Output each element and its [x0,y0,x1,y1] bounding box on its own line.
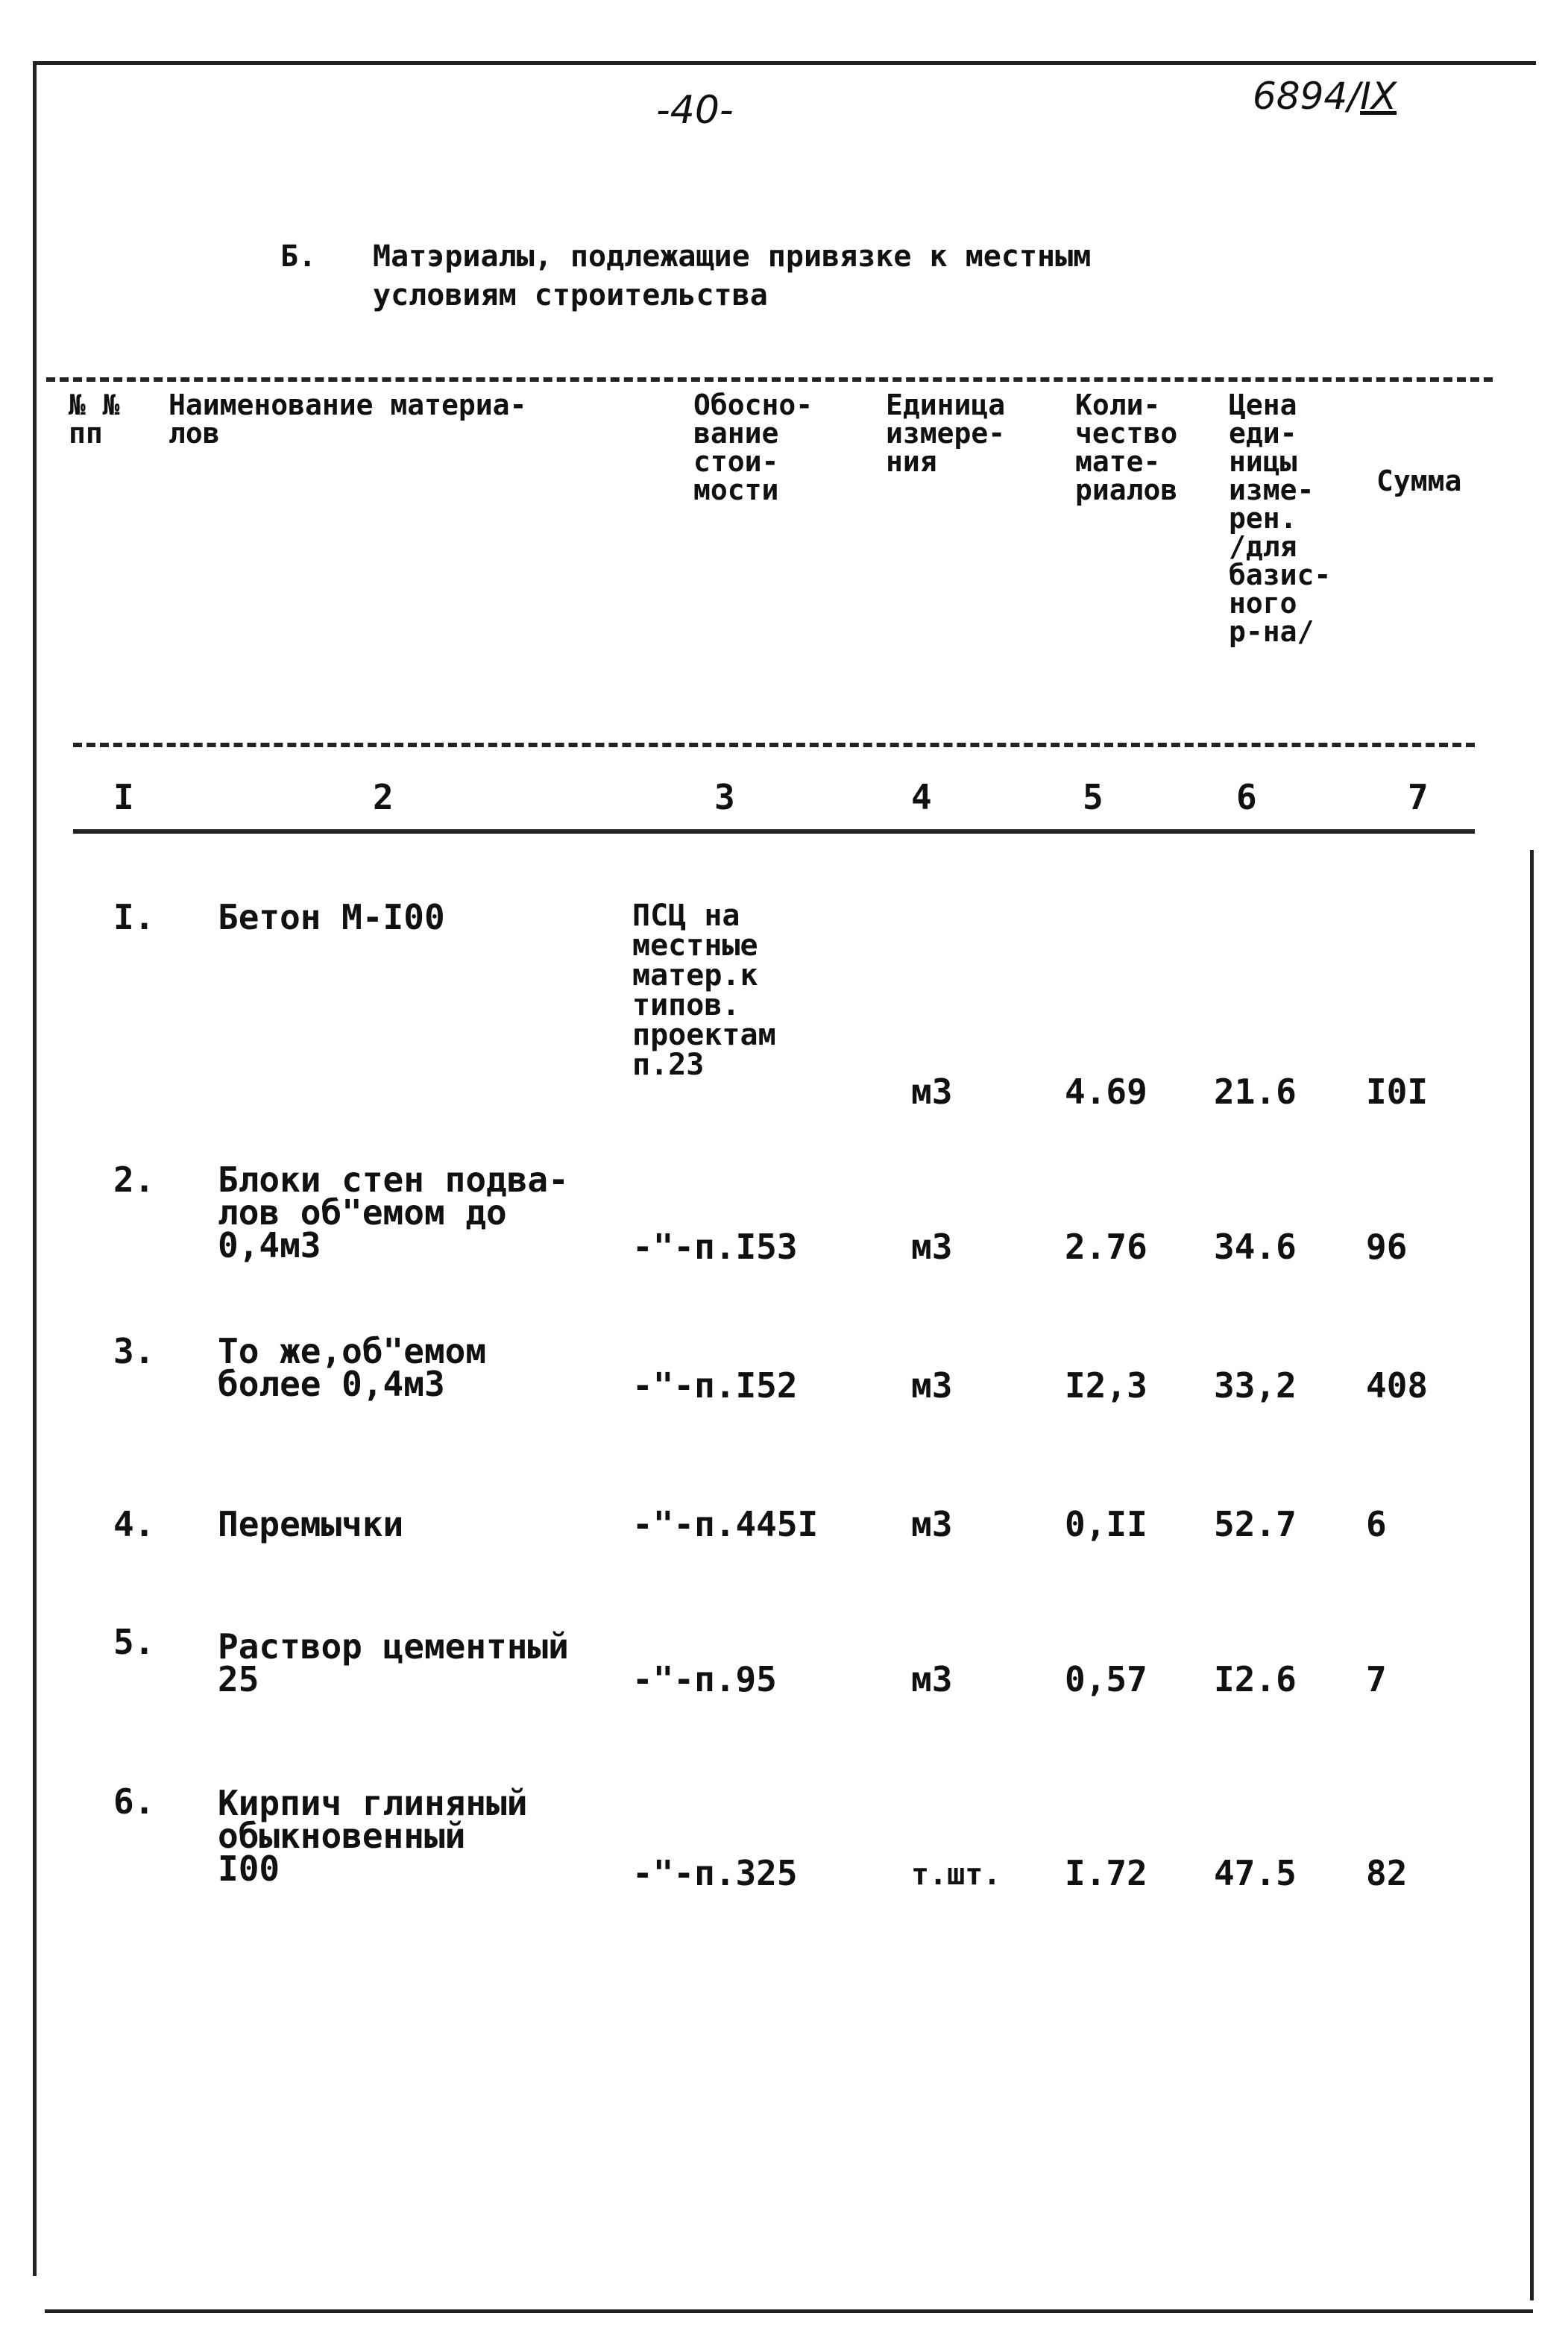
sum: I0I [1366,1072,1429,1112]
quantity: 0,II [1065,1504,1147,1544]
sum: 6 [1366,1504,1387,1544]
column-number: 7 [1408,777,1429,817]
cost-basis: -"-п.325 [632,1853,798,1893]
column-number: 5 [1083,777,1103,817]
row-number: 3. [113,1331,155,1371]
document-code-roman: IX [1360,75,1397,118]
quantity: I2,3 [1065,1365,1147,1406]
quantity: 0,57 [1065,1659,1147,1699]
column-number: 2 [373,777,394,817]
cost-basis: -"-п.I52 [632,1365,798,1406]
unit-price: 47.5 [1214,1853,1297,1893]
page-frame-left [33,61,37,2276]
unit: м3 [911,1072,953,1112]
unit-price: 34.6 [1214,1227,1297,1267]
unit-price: 33,2 [1214,1365,1297,1406]
cost-basis: -"-п.95 [632,1659,777,1699]
sum: 408 [1366,1365,1429,1406]
column-number: 3 [714,777,735,817]
row-number: 5. [113,1622,155,1662]
unit-price: I2.6 [1214,1659,1297,1699]
page-frame-bottom [45,2309,1533,2313]
unit: м3 [911,1365,953,1406]
material-name: То же,об"емом более 0,4м3 [218,1331,487,1404]
cost-basis: -"-п.445I [632,1504,819,1544]
section-title-line2: условиям строительства [373,278,768,312]
section-title-line1: Матэриалы, подлежащие привязке к местным [373,239,1092,274]
material-name: Бетон М-I00 [218,897,445,937]
material-name: Перемычки [218,1504,404,1544]
material-name: Блоки стен подва- лов об"емом до 0,4м3 [218,1160,569,1265]
header-row-number: № № пп [69,389,120,450]
material-name: Раствор цементный 25 [218,1626,569,1699]
header-bottom-rule [73,743,1475,747]
row-number: 6. [113,1781,155,1822]
sum: 82 [1366,1853,1408,1893]
material-name: Кирпич глиняный обыкновенный I00 [218,1783,528,1889]
sum: 7 [1366,1659,1387,1699]
header-unit-price: Цена еди- ницы изме- рен. /для базис- ного р-на/ [1229,389,1332,648]
column-number: 4 [911,777,932,817]
unit-price: 21.6 [1214,1072,1297,1112]
table-top-rule [46,377,1493,382]
sum: 96 [1366,1227,1408,1267]
quantity: I.72 [1065,1853,1147,1893]
column-number-rule [73,829,1475,834]
header-quantity: Коли- чество мате- риалов [1075,389,1178,506]
header-cost-basis: Обосно- вание стои- мости [693,389,813,506]
unit: т.шт. [911,1858,1001,1892]
unit-price: 52.7 [1214,1504,1297,1544]
column-number: I [113,777,134,817]
document-code [1253,75,1397,118]
document-code-number: 6894/ [1253,75,1361,118]
section-title [280,237,1339,315]
section-letter: Б. [280,239,317,274]
cost-basis: ПСЦ на местные матер.к типов. проектам п.23 [632,899,776,1082]
quantity: 4.69 [1065,1072,1147,1112]
header-unit: Единица измере- ния [886,389,1006,478]
row-number: 4. [113,1504,155,1544]
header-sum: Сумма [1376,465,1462,497]
unit: м3 [911,1659,953,1699]
cost-basis: -"-п.I53 [632,1227,798,1267]
unit: м3 [911,1504,953,1544]
page-frame-top [33,61,1536,65]
page-frame-right [1530,850,1534,2300]
row-number: 2. [113,1160,155,1200]
page-number: -40- [656,88,734,133]
column-number: 6 [1236,777,1257,817]
header-material-name: Наименование материа- лов [169,389,527,450]
quantity: 2.76 [1065,1227,1147,1267]
row-number: I. [113,897,155,937]
unit: м3 [911,1227,953,1267]
